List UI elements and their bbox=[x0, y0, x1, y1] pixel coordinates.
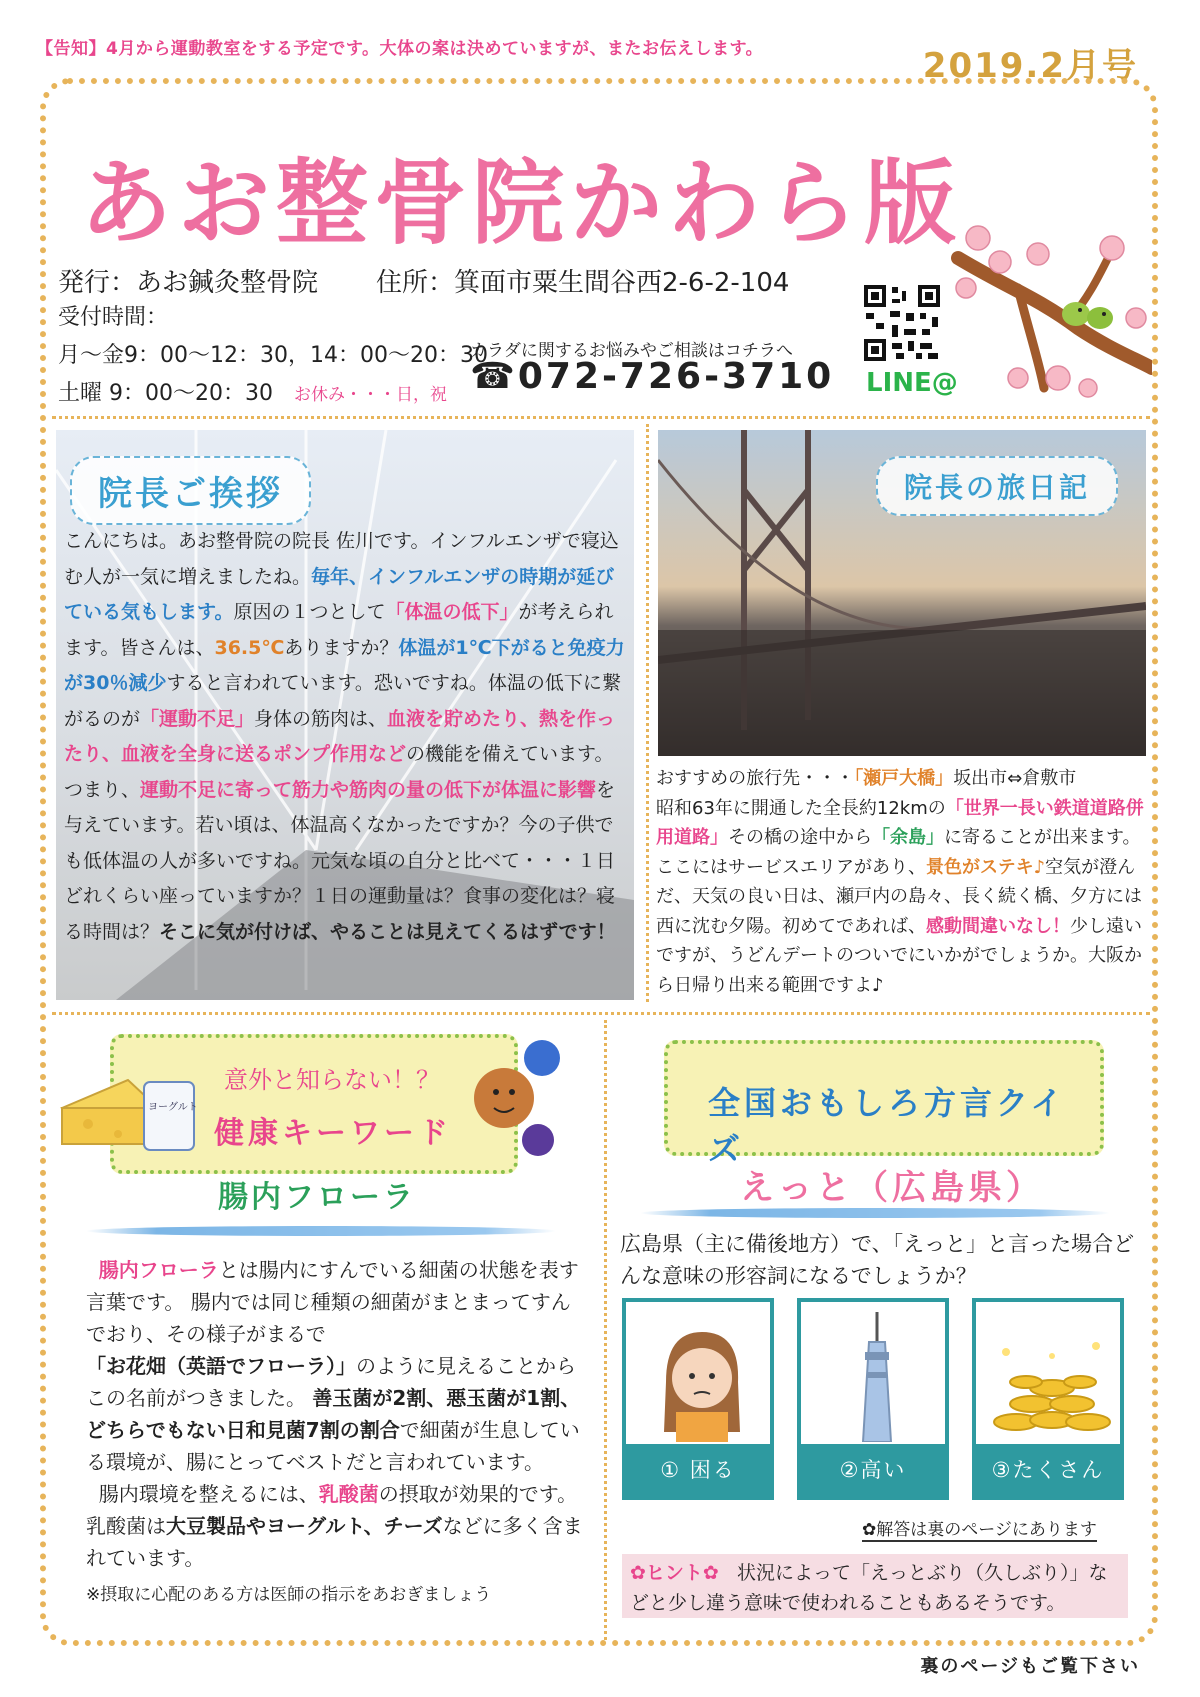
quiz-banner bbox=[664, 1040, 1104, 1168]
gold-coins-icon bbox=[986, 1312, 1118, 1442]
choice-option-2[interactable] bbox=[797, 1298, 949, 1500]
divider-middle bbox=[52, 1012, 1150, 1015]
wave-divider-left bbox=[86, 1226, 556, 1236]
divider-mid bbox=[646, 424, 649, 1002]
choice-1-label: ① 困る bbox=[626, 1444, 770, 1496]
cheese-yogurt-icon bbox=[58, 1058, 198, 1158]
hint-box bbox=[622, 1554, 1128, 1618]
qr-code-icon[interactable] bbox=[862, 283, 942, 363]
quiz-title: 全国おもしろ方言クイズ bbox=[708, 1084, 1067, 1168]
choice-option-3[interactable] bbox=[972, 1298, 1124, 1500]
issue-label: 2019.2月号 bbox=[922, 46, 1138, 86]
hours-saturday: 土曜 9：00～20：30 bbox=[58, 381, 273, 406]
flora-body: 腸内フローラとは腸内にすんでいる細菌の状態を表す言葉です。 腸内では同じ種類の細菌がまとまってすんでおり、その様子がまるで「お花畑（英語でフローラ）」のように見えることからこの名前がつきました。 善玉菌が2割、悪玉菌が1割、どちらでもない日和見菌7割の割合で細菌が生息している環境が、腸にとってベストだと言われています。 腸内環境を整えるには、乳酸菌の摂取が効果的です。 乳酸菌は大豆製品やヨーグルト、チーズなどに多く含まれています。 bbox=[86, 1258, 583, 1570]
answer-note: ✿解答は裏のページにあります bbox=[862, 1515, 1097, 1542]
caution-note: ※摂取に心配のある方は医師の指示をあおぎましょう bbox=[86, 1585, 492, 1605]
plum-blossom-branch-icon bbox=[948, 218, 1152, 408]
consult-text: カラダに関するお悩みやご相談はコチラへ bbox=[470, 341, 793, 361]
page-title: あお整骨院かわら版 bbox=[80, 150, 963, 257]
divider-bottom bbox=[604, 1020, 607, 1640]
publisher: 発行：あお鍼灸整骨院 bbox=[58, 268, 319, 298]
footer-text: 裏のページもご覧下さい bbox=[920, 1656, 1140, 1677]
travel-heading: 院長の旅日記 bbox=[876, 456, 1118, 516]
phone-number[interactable]: ☎072-726-3710 bbox=[470, 356, 835, 397]
choice-3-label: ③たくさん bbox=[976, 1444, 1120, 1496]
dialect-word: えっと（広島県） bbox=[740, 1168, 1044, 1208]
yogurt-label: ヨーグルト bbox=[148, 1102, 198, 1113]
tower-icon bbox=[811, 1312, 943, 1442]
notice-text: 【告知】4月から運動教室をする予定です。大体の案は決めていますが、またお伝えします。 bbox=[36, 39, 764, 59]
keyword-title: 健康キーワード bbox=[214, 1116, 452, 1151]
hint-label: ✿ヒント✿ bbox=[630, 1562, 719, 1584]
troubled-woman-icon bbox=[636, 1312, 768, 1442]
hours-label: 受付時間： bbox=[58, 305, 169, 330]
keyword-subtitle: 意外と知らない！？ bbox=[224, 1066, 440, 1094]
choice-option-1[interactable] bbox=[622, 1298, 774, 1500]
line-at-label[interactable]: LINE@ bbox=[866, 368, 958, 398]
choice-2-label: ②高い bbox=[801, 1444, 945, 1496]
bacteria-characters-icon bbox=[464, 1034, 564, 1158]
hint-text: 状況によって「えっとぶり（久しぶり）」などと少し違う意味で使われることもあるそうです。 bbox=[630, 1562, 1108, 1614]
quiz-question: 広島県（主に備後地方）で、「えっと」と言った場合どんな意味の形容詞になるでしょうか？ bbox=[620, 1232, 1135, 1288]
divider-top bbox=[52, 416, 1150, 419]
greeting-body: こんにちは。あお整骨院の院長 佐川です。インフルエンザで寝込む人が一気に増えましたね。毎年、インフルエンザの時期が延びている気もします。原因の１つとして「体温の低下」が考えられます。皆さんは、36.5℃ありますか？体温が1℃下がると免疫力が30％減少すると言われています。恐いですね。体温の低下に繋がるのが「運動不足」身体の筋肉は、血液を貯めたり、熱を作ったり、血液を全身に送るポンプ作用などの機能を備えています。つまり、運動不足に寄って筋力や筋肉の量の低下が体温に影響を与えています。若い頃は、体温高くなかったですか？今の子供でも低体温の人が多いですね。元気な頃の自分と比べて・・・１日どれくらい座っていますか？１日の運動量は？食事の変化は？寝る時間は？そこに気が付けば、やることは見えてくるはずです！ bbox=[64, 530, 625, 943]
flora-title: 腸内フローラ bbox=[218, 1180, 416, 1215]
greeting-heading: 院長ご挨拶 bbox=[70, 456, 311, 525]
wave-divider-right bbox=[640, 1208, 1110, 1218]
hours-weekday: 月～金9：00～12：30，14：00～20：30 bbox=[58, 343, 488, 368]
holiday-text: お休み・・・日，祝 bbox=[294, 385, 447, 405]
travel-body: おすすめの旅行先・・・「瀬戸大橋」坂出市⇔倉敷市 昭和63年に開通した全長約12kmの「世界一長い鉄道道路併用道路」その橋の途中から「余島」に寄ることが出来ます。ここにはサービスエリアがあり、景色がステキ♪空気が澄んだ、天気の良い日は、瀬戸内の島々、長く続く橋、夕方には西に沈む夕陽。初めてであれば、感動間違いなし！少し遠いですが、うどんデートのついでにいかがでしょうか。大阪から日帰り出来る範囲ですよ♪ bbox=[656, 768, 1144, 996]
address: 住所：箕面市粟生間谷西2-6-2-104 bbox=[376, 268, 790, 298]
